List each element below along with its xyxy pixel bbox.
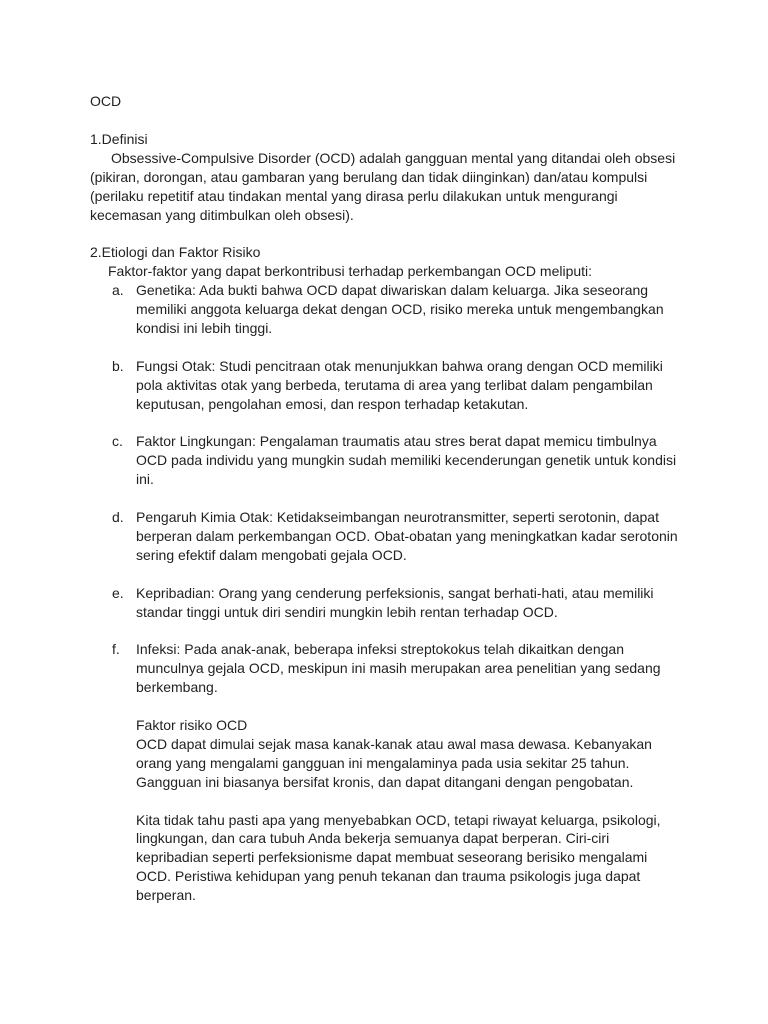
section-heading-definisi: 1.Definisi [90,130,148,147]
list-item-text: Infeksi: Pada anak-anak, beberapa infeksi streptokokus telah dikaitkan dengan munculnya gejala OCD, meskipun ini masih merupakan area penelitian yang sedang berkembang. [136,641,661,696]
list-item-text: Faktor Lingkungan: Pengalaman traumatis atau stres berat dapat memicu timbulnya OCD pada individu yang mungkin sudah memiliki kecenderungan genetik untuk kondisi ini. [136,433,677,488]
risk-factor-paragraph-2: Kita tidak tahu pasti apa yang menyebabkan OCD, tetapi riwayat keluarga, psikologi, lingkungan, dan cara tubuh Anda bekerja semuanya dapat berperan. Ciri-ciri kepribadian seperti perfeksionisme dapat membuat seseorang berisiko mengalami OCD. Peristiwa kehidupan yang penuh tekanan dan trauma psikologis juga dapat berperan. [136,811,661,904]
list-marker: b. [112,357,124,374]
section-etiologi [90,243,678,905]
document-title: OCD [90,93,122,109]
section-heading-etiologi: 2.Etiologi dan Faktor Risiko [90,244,261,261]
risk-factor-block [90,716,678,905]
list-item [90,640,678,697]
list-marker: a. [112,282,124,299]
list-item [90,357,678,414]
definition-paragraph: Obsessive-Compulsive Disorder (OCD) adalah gangguan mental yang ditandai oleh obsesi (pikiran, dorongan, atau gambaran yang berulang dan tidak diinginkan) dan/atau kompulsi (perilaku repetitif atau tindakan mental yang dirasa perlu dilakukan untuk mengurangi kecemasan yang ditimbulkan oleh obsesi). [90,149,676,223]
risk-factor-heading: Faktor risiko OCD [136,717,248,733]
list-item-text: Kepribadian: Orang yang cenderung perfeksionis, sangat berhati-hati, atau memiliki standar tinggi untuk diri sendiri mungkin lebih rentan terhadap OCD. [136,584,654,620]
list-marker: c. [112,433,123,450]
risk-factor-paragraph-1: OCD dapat dimulai sejak masa kanak-kanak atau awal masa dewasa. Kebanyakan orang yang mengalami gangguan ini mengalaminya pada usia sekitar 25 tahun. Gangguan ini biasanya bersifat kronis, dan dapat ditangani dengan pengobatan. [136,735,652,790]
list-item-text: Genetika: Ada bukti bahwa OCD dapat diwariskan dalam keluarga. Jika seseorang memiliki anggota keluarga dekat dengan OCD, risiko mereka untuk mengembangkan kondisi ini lebih tinggi. [136,282,664,337]
etiology-intro: Faktor-faktor yang dapat berkontribusi terhadap perkembangan OCD meliputi: [108,263,593,280]
list-item [90,432,678,489]
list-marker: d. [112,509,124,526]
list-item [90,281,678,338]
list-item-text: Pengaruh Kimia Otak: Ketidakseimbangan neurotransmitter, seperti serotonin, dapat berperan dalam perkembangan OCD. Obat-obatan yang meningkatkan kadar serotonin sering efektif dalam mengobati gejala OCD. [136,509,678,563]
section-definisi [90,130,678,225]
list-marker: f. [112,641,120,658]
list-marker: e. [112,584,124,601]
factor-list [90,281,678,697]
list-item-text: Fungsi Otak: Studi pencitraan otak menunjukkan bahwa orang dengan OCD memiliki pola aktivitas otak yang berbeda, terutama di area yang terlibat dalam pengambilan keputusan, pengolahan emosi, dan respon terhadap ketakutan. [136,357,663,412]
list-item [90,508,678,565]
list-item [90,584,678,622]
